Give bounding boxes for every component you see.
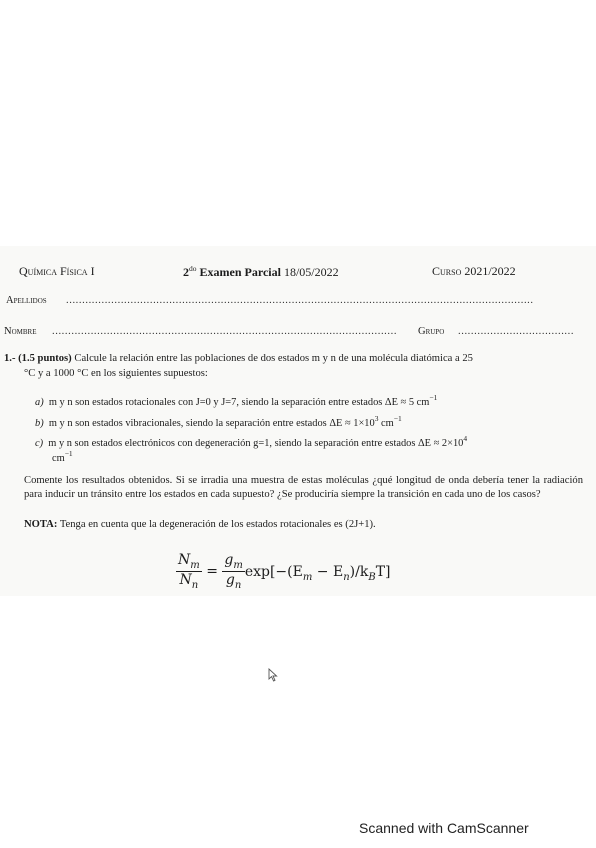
- question-text-2: °C y a 1000 °C en los siguientes supuestos:: [24, 368, 208, 379]
- formula-rhs: [222, 552, 244, 591]
- nota-label: NOTA:: [24, 519, 58, 530]
- nombre-label: Nombre: [4, 326, 37, 337]
- nota-line: [24, 518, 376, 532]
- exam-name: Examen Parcial: [199, 265, 281, 279]
- item-c-tag: c): [35, 438, 44, 449]
- item-c-exp: 4: [463, 434, 468, 443]
- item-b-tail-exp: −1: [393, 414, 402, 423]
- grupo-line[interactable]: ....................................: [458, 326, 575, 337]
- exam-title: [183, 264, 339, 280]
- rhs-den-sub: n: [234, 580, 242, 591]
- mouse-cursor-icon: [268, 668, 278, 682]
- item-a-tag: a): [35, 397, 44, 408]
- course-year: Curso 2021/2022: [432, 264, 516, 278]
- item-a-text: m y n son estados rotacionales con J=0 y J=7, siendo la separación entre estados ΔE ≈ 5 cm: [48, 397, 430, 408]
- exp-d: T]: [375, 563, 391, 580]
- item-c-unit-exp: −1: [64, 449, 73, 458]
- nombre-line[interactable]: ...........................................................................................................: [52, 326, 398, 337]
- grupo-label: Grupo: [418, 326, 445, 337]
- exam-number-suffix: do: [189, 264, 197, 273]
- item-c-line2: [52, 449, 73, 464]
- item-b-tail: cm: [378, 418, 394, 429]
- lhs-den-sub: n: [191, 580, 199, 591]
- apellidos-line[interactable]: .................................................................................................................................................: [66, 295, 534, 306]
- nota-text: Tenga en cuenta que la degeneración de los estados rotacionales es (2J+1).: [59, 519, 376, 530]
- exp-sub-b: B: [368, 571, 376, 583]
- item-b-text: m y n son estados vibracionales, siendo la separación entre estados ΔE ≈ 1×10: [48, 418, 375, 429]
- exp-sub-n: n: [343, 571, 350, 583]
- formula-equals: =: [206, 563, 218, 580]
- exp-sub-m: m: [302, 571, 313, 583]
- lhs-den: N: [179, 572, 192, 588]
- exp-a: exp[−(E: [244, 563, 303, 580]
- lhs-num: N: [178, 552, 191, 568]
- item-b-exp: 3: [374, 414, 379, 423]
- question-1-line1: [4, 352, 473, 366]
- rhs-num: g: [224, 552, 234, 568]
- comment-paragraph: Comente los resultados obtenidos. Si se irradia una muestra de estas moléculas ¿qué longitud de onda debería tener la radiación para inducir un tránsito entre los estados en cada supuesto? ¿Se produciría siempre la transición en cada uno de los casos?: [24, 475, 583, 500]
- item-b-tag: b): [35, 418, 44, 429]
- formula-exp: [244, 563, 391, 583]
- formula-lhs: [176, 552, 202, 591]
- item-a: [35, 393, 437, 408]
- item-a-exp: −1: [429, 393, 438, 402]
- question-number: 1.-: [4, 353, 16, 364]
- camscanner-watermark: Scanned with CamScanner: [359, 820, 529, 836]
- rhs-num-sub: m: [233, 560, 243, 571]
- item-c: [35, 434, 467, 449]
- question-text-1: Calcule la relación entre las poblaciones de dos estados m y n de una molécula diatómica a 25: [74, 353, 473, 364]
- item-c-text: m y n son estados electrónicos con degeneración g=1, siendo la separación entre estados ΔE ≈ 2×10: [48, 438, 464, 449]
- question-points: (1.5 puntos): [18, 353, 72, 364]
- boltzmann-formula: [176, 552, 391, 591]
- rhs-den: g: [225, 572, 235, 588]
- subject-title: Química Física I: [19, 264, 95, 278]
- exam-date: 18/05/2022: [283, 265, 339, 279]
- lhs-num-sub: m: [190, 560, 200, 571]
- exp-c: )/k: [349, 563, 369, 580]
- item-b: [35, 414, 402, 429]
- exp-b: − E: [312, 563, 344, 580]
- item-c-unit: cm: [52, 453, 65, 464]
- apellidos-label: Apellidos: [6, 295, 47, 306]
- exam-number: 2: [183, 265, 189, 279]
